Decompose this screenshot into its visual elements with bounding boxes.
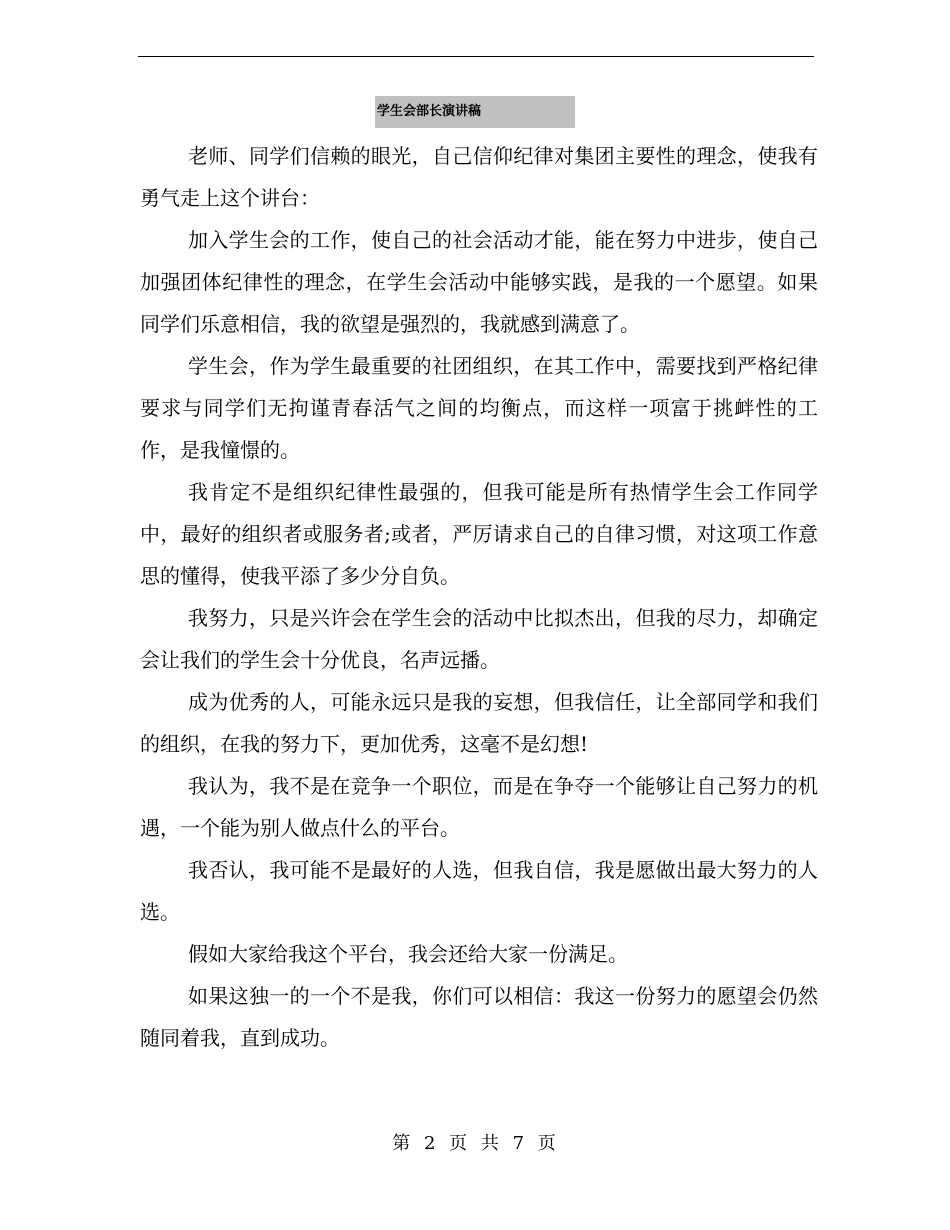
header-rule [138, 56, 814, 57]
paragraph: 我认为，我不是在竞争一个职位，而是在争夺一个能够让自己努力的机遇，一个能为别人做点什么的平台。 [140, 774, 818, 840]
paragraph: 我肯定不是组织纪律性最强的，但我可能是所有热情学生会工作同学中，最好的组织者或服务者;或者，严厉请求自己的自律习惯，对这项工作意思的懂得，使我平添了多少分自负。 [140, 480, 818, 588]
paragraph: 学生会，作为学生最重要的社团组织，在其工作中，需要找到严格纪律要求与同学们无拘谨青春活气之间的均衡点，而这样一项富于挑衅性的工作，是我憧憬的。 [140, 354, 818, 462]
paragraph: 我努力，只是兴许会在学生会的活动中比拟杰出，但我的尽力，却确定会让我们的学生会十分优良，名声远播。 [140, 606, 818, 672]
document-body [140, 135, 818, 1059]
paragraph: 成为优秀的人，可能永远只是我的妄想，但我信任，让全部同学和我们的组织，在我的努力下，更加优秀，这毫不是幻想! [140, 690, 818, 756]
document-title: 学生会部长演讲稿 [375, 96, 575, 128]
total-pages-number: 7 [512, 1133, 527, 1154]
paragraph: 加入学生会的工作，使自己的社会活动才能，能在努力中进步，使自己加强团体纪律性的理念，在学生会活动中能够实践，是我的一个愿望。如果同学们乐意相信，我的欲望是强烈的，我就感到满意了。 [140, 228, 818, 336]
footer-suffix: 页 [537, 1133, 558, 1154]
footer-total-word: 共 [480, 1133, 501, 1154]
page-footer [0, 1130, 950, 1158]
current-page-number: 2 [423, 1133, 438, 1154]
paragraph: 老师、同学们信赖的眼光，自己信仰纪律对集团主要性的理念，使我有勇气走上这个讲台： [140, 144, 818, 210]
paragraph: 我否认，我可能不是最好的人选，但我自信，我是愿做出最大努力的人选。 [140, 858, 818, 924]
paragraph: 假如大家给我这个平台，我会还给大家一份满足。 [188, 942, 628, 966]
footer-prefix: 第 [392, 1133, 413, 1154]
paragraph: 如果这独一的一个不是我，你们可以相信：我这一份努力的愿望会仍然随同着我，直到成功。 [140, 984, 818, 1050]
footer-page-word: 页 [449, 1133, 470, 1154]
